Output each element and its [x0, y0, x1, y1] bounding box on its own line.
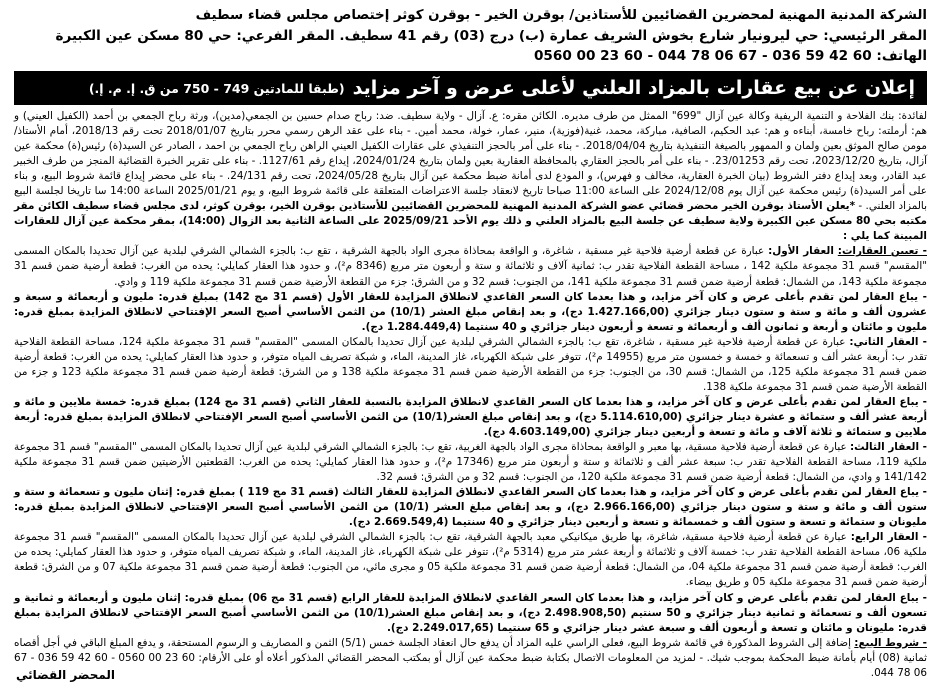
sale-session-announcement: *يعلن الأستاذ بوقرن الخير محضر قضائي عضو الشركة المدنية المهنية للمحضرين القضائيين للأستاذين بوقرن الخير، بوقرن كوثر، لدى مجلس قضاء سطيف الكائن مقر مكتبه بحي 80 مسكن عين الكبيرة ولاية سطيف عن جلسة البيع بالمزاد العلني و ذلك يوم الأحد 2025/09/21 على الساعة الثانية بعد الزوال (14:00)، بمقر محكمة عين آزال للعقارات المبينة كما يلي :: [14, 200, 927, 243]
announcement-title: إعلان عن بيع عقارات بالمزاد العلني لأعلى عرض و آخر مزايد: [352, 77, 915, 99]
lot1-label: العقار الأول:: [768, 245, 834, 258]
office-name: الشركة المدنية المهنية لمحضرين القضائيين للأستاذين/ بوقرن الخير - بوقرن كوثر إختصاص مجلس قضاء سطيف: [195, 8, 927, 23]
office-address: المقر الرئيسي: حي ليرونيار شارع بخوش الشريف عمارة (ب) درج (03) رقم 41 سطيف. المقر الفرعي: حي 80 مسكن عين الكبيرة: [55, 28, 927, 44]
lot1-description: عبارة عن قطعة أرضية فلاحية غير مسقية ، شاغرة، و الواقعة بمحاذاة مجرى الواد بالجهة الشرقية ، تقع ب: بالجزء الشمالي الشرقي لبلدية عين آزال تحديدا بالمكان المسمى "المقسم" قسم 31 مجموعة ملكية 142 ، مساحة القطعة الفلاحية تقدر ب: ثمانية آلاف و ثلاثمائة و ستة و أربعون متر مربع (8346 م²)، و حدود هذا العقار كمايلي: يحده من الغرب: قطعة أرضية ضمن قسم 31 مجموعة ملكية 143، من الشمال: قطعة أرضية ضمن قسم 31 مجموعة ملكية 141، من الجنوب: قسم 32 و من الشرق: جزء من القطعة الأرضية ضمن قسم 31 مجموعة ملكية 119 و وادي.: [14, 245, 927, 288]
conditions-label: - شروط البيع:: [854, 636, 927, 649]
notice-paragraph-lot4-price: [14, 591, 927, 636]
bailiff-signature: المحضر القضائي: [16, 668, 116, 682]
announcement-banner: [14, 71, 927, 105]
notice-body: [14, 109, 927, 681]
parties-text: لفائدة: بنك الفلاحة و التنمية الريفية وكالة عين آزال "699" الممثل من طرف مديره. الكائن مقره: ع. آزال - ولاية سطيف. ضد: رباح صدام حسين بن الجمعي(مدين)، ورثة رباح الجمعي بن أحمد (الكفيل العيني) و هم: أرملته: رباح خامسة، أبناءه و هم: عبد الحكيم، الصافية، مباركة، محمد، غنية(فوزية)، منير، عمار، خولة، محمد أمين. - بناء على عقد الرهن رسمي محرر بتاريخ 2018/01/07 تحت رقم 2018/13، أمام الأستاذ/ مومن صالح الموثق بعين ولمان و الممهور بالصيغة التنفيذية بتاريخ 2018/04/04. - بناء على أمر بالحجز التنفيذي على عقارات الكفيل العيني الراهن رباح الجمعي بن احمد ، الصادر عن السيد(ة) رئيس(ة) محكمة عين آزال، بتاريخ 2023/12/20، تحت رقم 23/01253. - بناء على أمر بالحجز العقاري بالمحافظة العقارية بعين ولمان بتاريخ 2024/01/24، إيداع رقم 1127/61. - بناء على تقرير الخبرة القضائية المنجز من طرف الخبير عبد القادر، وبعد إيداع دفتر الشروط (بيان الخبرة العقارية، مخالف و فهرس)، و المودع لدى أمانة ضبط محكمة عين آزال بتاريخ 2024/05/28، تحت رقم 24/131. - بناء على محضر إيداع قائمة شروط البيع، و بناء على أمر السيد(ة) رئيس محكمة عين آزال يوم 2024/12/08 على الساعة 11:00 صباحا تاريخ لانعقاد جلسة الاعتراضات المتعلقة على قائمة شروط البيع، و يوم 2025/01/21 الساعة 14:00 سا تاريخا لجلسة البيع بالمزاد العلني. -: [14, 110, 928, 213]
lot4-label: - العقار الرابع:: [850, 531, 927, 544]
announcement-legal-reference: (طبقا للمادتين 749 - 750 من ق. إ. م. إ.): [88, 80, 345, 96]
bailiff-office-header: [14, 6, 927, 66]
conditions-text: إضافة إلى الشروط المذكورة في قائمة شروط البيع، فعلى الراسي عليه المزاد أن يدفع حال انعقاد الجلسة خمس (5/1) الثمن و المصاريف و الرسوم المستحقة، و يدفع المبلغ الباقي في أجل أقصاه ثمانية (08) أيام بأمانة ضبط المحكمة بموجب شيك. - لمزيد من المعلومات الاتصال بكتابة ضبط محكمة عين آزال أو بمكتب المحضر القضائي المذكور أعلاه أو على الأرقام: 60 23 00 0560 - 60 42 59 036 - 67 06 78 044.: [14, 636, 928, 679]
notice-paragraph-lot1-price: [14, 290, 927, 335]
lot3-price: - يباع العقار لمن تقدم بأعلى عرض و كان آخر مزايد، و هذا بعدما كان السعر القاعدي لانطلاق المزايدة للعقار الثالث (قسم 31 مج 119 ) بمبلغ قدره: إثنان مليون و تسعمائة و ستة و ستون ألف و مائة و ستة و ستون دينار جزائري (2.966.166,00 دج)، و بعد إنقاص مبلغ العشر (10/1) من الثمن الأساسي أصبح السعر الإفتتاحي لانطلاق المزايدة بمبلغ قدره: مليونان و ستمائة و تسعة و ستون ألف و خمسمائة و تسعة و أربعين دينار جزائري و 40 سنتيما (2.669.549,4 دج).: [14, 486, 927, 529]
lot1-price: - يباع العقار لمن تقدم بأعلى عرض و كان آخر مزايد، و هذا بعدما كان السعر القاعدي لانطلاق المزايدة للعقار الأول (قسم 31 مج 142) بمبلغ قدره: مليون و أربعمائة و سبعة و عشرون ألف و مائة و ستة و ستون دينار جزائري (1.427.166,00 دج)، و بعد إنقاص مبلغ العشر (10/1) من الثمن الأساسي أصبح السعر الإفتتاحي لانطلاق المزايدة بمبلغ قدره: مليون و مائتان و أربعة و ثمانون ألف و أربعمائة و تسعة و أربعون دينار جزائري و 40 سنتيما (1.284.449,4 دج).: [14, 290, 927, 333]
lot4-price: - يباع العقار لمن تقدم بأعلى عرض و كان آخر مزايد، و هذا بعدما كان السعر القاعدي لانطلاق المزايدة للعقار الرابع (قسم 31 مج 06) بمبلغ قدره: إثنان مليون و أربعمائة و ثمانية و تسعون ألف و تسعمائة و ثمانية دينار جزائري و 50 سنتيم (2.498.908,50 دج)، و بعد إنقاص مبلغ العشر(10/1) من الثمن الأساسي أصبح السعر الإفتتاحي لانطلاق المزايدة بمبلغ قدره: مليونان و مائتان و تسعة و أربعون ألف و سبعة عشر دينار جزائري و 65 سنتيما (2.249.017,65 دج).: [14, 591, 928, 634]
properties-label: - تعيين العقارات:: [837, 245, 927, 258]
lot2-description: عبارة عن قطعة أرضية فلاحية غير مسقية ، شاغرة، تقع ب: بالجزء الشمالي الشرقي لبلدية عين آزال تحديدا بالمكان المسمى "المقسم" قسم 31 مجموعة ملكية 124، مساحة القطعة الفلاحية تقدر ب: أربعة عشر ألف و تسعمائة و خمسة و خمسون متر مربع (14955 م²)، تتوفر على شبكة الكهرباء، غاز المدينة، الماء، و شبكة تصريف المياه متوفر، و حدود هذا العقار كمايلي: يحده من الغرب: قطعة أرضية ضمن قسم 31 مجموعة ملكية 125، من الشمال: قسم 30، من الجنوب: جزء من القطعة الأرضية ضمن قسم 31 مجموعة ملكية 138 و من الشرق: قطعة أرضية ضمن قسم 31 مجموعة ملكية 123 و جزء من القطعة الأرضية ضمن قسم 31 مجموعة ملكية 138.: [14, 335, 927, 393]
lot3-label: - العقار الثالث:: [850, 441, 927, 454]
lot3-description: عبارة عن قطعة أرضية فلاحية مسقية، بها معبر و الواقعة بمحاذاة مجرى الواد بالجهة الغربية، تقع ب: بالجزء الشمالي الشرقي لبلدية عين آزال تحديدا بالمكان المسمى "المقسم" قسم 31 مجموعة ملكية 119، مساحة القطعة الفلاحية تقدر ب: سبعة عشر ألف و ثلاثمائة و ستة و أربعون متر مربع (17346 م²)، و حدود هذا العقار كمايلي: يحده من الغرب: القطعتين الأرضيتين ضمن قسم 31 مجموعة ملكية 141/142 و وادي، من الشمال: قطعة أرضية ضمن قسم 31 مجموعة ملكية 120، من الجنوب: قسم 32 و من الشرق: قسم 32.: [14, 441, 927, 484]
lot2-label: - العقار الثاني:: [849, 335, 927, 348]
notice-paragraph-lot3: [14, 440, 927, 485]
office-phones: الهاتف: 60 42 59 036 - 67 06 78 044 - 60 23 00 0560: [533, 48, 927, 64]
notice-paragraph-lot2-price: [14, 395, 927, 440]
notice-paragraph-lot1: [14, 244, 927, 289]
lot4-description: عبارة عن قطعة أرضية فلاحية مسقية، شاغرة، بها طريق ميكانيكي معبد بالجهة الشرقية، تقع ب: بالجزء الشمالي الشرقي لبلدية عين آزال تحديدا بالمكان المسمى "المقسم" قسم 31 مجموعة ملكية 06، مساحة القطعة الفلاحية تقدر ب: خمسة آلاف و ثلاثمائة و أربعة عشر متر مربع (5314 م²)، تتوفر على شبكة الكهرباء، غاز المدينة، الماء، و شبكة تصريف المياه متوفر، و حدود هذا العقار كمايلي: يحده من الغرب: قطعة أرضية ضمن قسم 31 مجموعة ملكية 04، من الشمال: قطعة أرضية ضمن قسم 31 مجموعة ملكية 05 و مجرى مائي، من الجنوب: قطعة أرضية ضمن قسم 31 مجموعة ملكية 07 و من الشرق: قطعة أرضية ضمن قسم 31 مجموعة ملكية 05 و طريق بيضاء.: [14, 531, 927, 589]
notice-paragraph-lot3-price: [14, 485, 927, 530]
notice-paragraph-parties: [14, 109, 927, 244]
notice-paragraph-lot4: [14, 530, 927, 590]
notice-paragraph-lot2: [14, 335, 927, 395]
notice-paragraph-conditions: [14, 636, 927, 681]
lot2-price: - يباع العقار لمن تقدم بأعلى عرض و كان آخر مزايد، و هذا بعدما كان السعر القاعدي لانطلاق المزايدة بالنسبة للعقار الثاني (قسم 31 مج 124) بمبلغ قدره: خمسة ملايين و مائة و أربعة عشر ألف و ستمائة و عشرة دينار جزائري (5.114.610,00 دج)، و بعد إنقاص مبلغ العشر(10/1) من الثمن الأساسي أصبح السعر الإفتتاحي لانطلاق المزايدة بمبلغ قدره: أربعة ملايين و ستمائة و ثلاثة آلاف و مائة و تسعة و أربعين دينار جزائري (4.603.149,00 دج).: [14, 395, 927, 438]
